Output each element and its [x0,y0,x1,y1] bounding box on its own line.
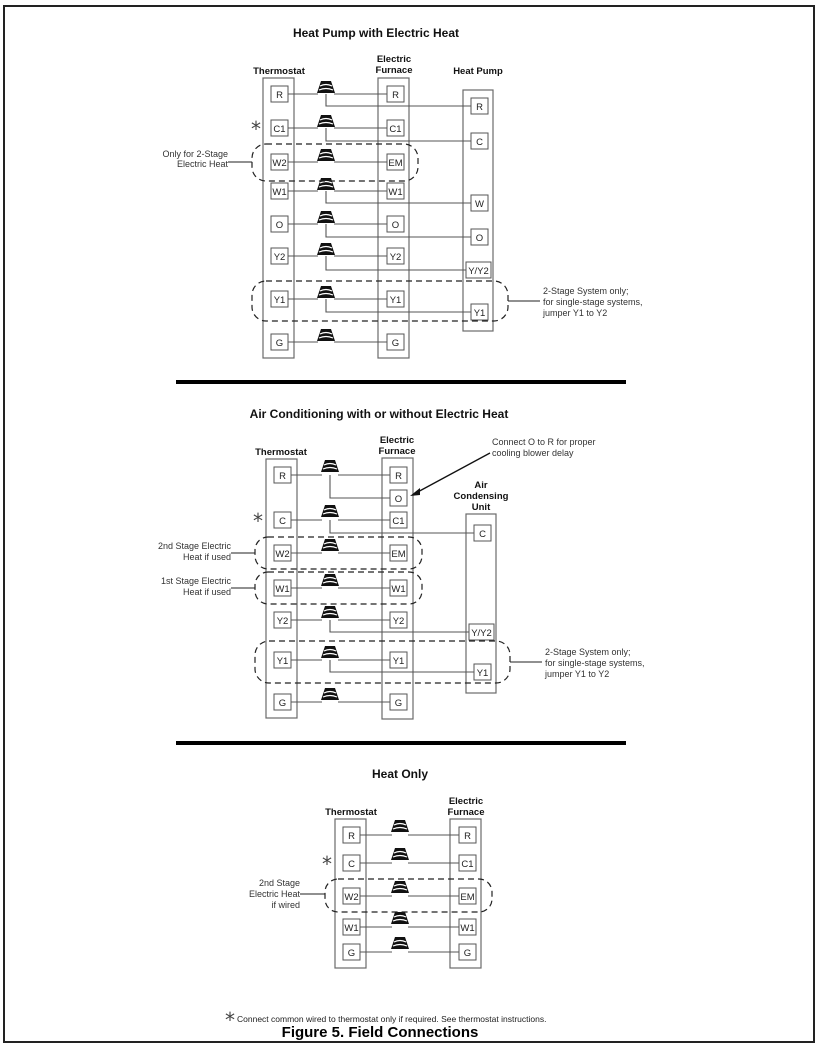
terminal-label: G [463,948,472,959]
column-header-furnace-line1: Electric [379,435,415,446]
column-header-thermostat: Thermostat [253,66,305,77]
wire-nut-icon [321,460,339,472]
note-w2-line2: Heat if used [182,552,231,562]
column-header-furnace-line1: Electric [448,796,484,807]
note-y1-line1: 2-Stage System only; [543,286,629,296]
terminal-label: EM [391,549,406,560]
wire-nut-icon [391,912,409,924]
note-y1-line2: for single-stage systems, [543,297,643,307]
note-w2-line1: 2nd Stage Electric [157,541,231,551]
column-header-thermostat: Thermostat [325,807,377,818]
terminal-label: G [275,338,284,349]
note-w2-line1: 2nd Stage [258,878,300,888]
terminal-label: C1 [273,124,286,135]
asterisk-icon: * [322,852,332,876]
column-header-furnace-line2: Furnace [375,65,413,76]
terminal-label: W1 [344,923,359,934]
terminal-label: Y1 [276,656,289,667]
wire-nut-icon [317,81,335,93]
footnote-text: Connect common wired to thermostat only if required. See thermostat instructions. [237,1014,547,1024]
wire-nut-icon [321,646,339,658]
terminal-label: W1 [275,584,290,595]
terminal-label: Y2 [273,252,286,263]
terminal-label: R [392,90,399,101]
terminal-label: W1 [391,584,406,595]
wire-nut-icon [321,539,339,551]
wire-nut-icon [317,329,335,341]
terminal-label: Y1 [389,295,402,306]
terminal-label: Y/Y2 [471,628,492,639]
terminal-label: Y1 [476,668,489,679]
terminal-label: W [475,199,484,210]
note-o-line1: Connect O to R for proper [492,437,596,447]
wire-nut-icon [321,505,339,517]
terminal-label: G [278,698,287,709]
column-header-unit-line2: Condensing [453,491,509,502]
wire-nut-icon [321,688,339,700]
terminal-label: O [391,220,400,231]
note-y1-line3: jumper Y1 to Y2 [545,669,610,679]
terminal-label: W1 [460,923,475,934]
column-header-furnace-line2: Furnace [447,807,485,818]
wire-nut-icon [317,211,335,223]
section-heat-pump [162,26,642,358]
terminal-label: C1 [461,859,474,870]
wire-nut-icon [391,820,409,832]
note-o-line2: cooling blower delay [492,448,574,458]
terminal-label: R [476,102,483,113]
terminal-label: C [279,516,286,527]
column-header-furnace-line1: Electric [376,54,412,65]
section-heat-only [249,767,492,968]
terminal-label: Y1 [273,295,286,306]
note-y1-line1: 2-Stage System only; [545,647,631,657]
note-w1-line2: Heat if used [182,587,231,597]
asterisk-icon: * [253,509,263,533]
terminal-label: Y2 [389,252,402,263]
terminal-label: R [464,831,471,842]
terminal-label: R [348,831,355,842]
terminal-label: O [275,220,284,231]
wire-nut-icon [391,848,409,860]
terminal-label: W2 [272,158,287,169]
terminal-label: C1 [389,124,402,135]
terminal-label: Y/Y2 [468,266,489,277]
terminal-label: R [279,471,286,482]
terminal-label: C [476,137,483,148]
column-header-heat-pump: Heat Pump [453,66,503,77]
terminal-label: R [395,471,402,482]
terminal-label: Y2 [276,616,289,627]
terminal-label: G [394,698,403,709]
note-w2-line2: Electric Heat [248,889,300,899]
wire-nut-icon [317,243,335,255]
note-w2-line1: Only for 2-Stage [162,149,228,159]
note-y1-line3: jumper Y1 to Y2 [543,308,608,318]
terminal-label: C [348,859,355,870]
terminal-label: W2 [344,892,359,903]
terminal-label: Y1 [473,308,486,319]
terminal-label: G [391,338,400,349]
note-w2-line2: Electric Heat [176,159,228,169]
note-y1-line2: for single-stage systems, [545,658,645,668]
wire-nut-icon [391,881,409,893]
terminal-label: G [347,948,356,959]
terminal-label: EM [388,158,403,169]
column-header-thermostat: Thermostat [255,447,307,458]
wire-nut-icon [321,606,339,618]
column-header-furnace-line2: Furnace [378,446,416,457]
terminal-label: Y2 [392,616,405,627]
terminal-label: W1 [272,187,287,198]
terminal-label: C [479,529,486,540]
terminal-label: EM [460,892,475,903]
column-header-unit-line1: Air [474,480,488,491]
wire-nut-icon [317,115,335,127]
wire-nut-icon [391,937,409,949]
note-w1-line1: 1st Stage Electric [160,576,231,586]
terminal-label: O [475,233,484,244]
column-header-unit-line3: Unit [471,502,491,513]
terminal-label: R [276,90,283,101]
section-title: Air Conditioning with or without Electric Heat [249,407,509,421]
wire-nut-icon [317,286,335,298]
terminal-label: W1 [388,187,403,198]
figure-caption: Figure 5. Field Connections [281,1024,479,1041]
terminal-label: W2 [275,549,290,560]
wire-nut-icon [321,574,339,586]
section-title: Heat Pump with Electric Heat [292,26,460,40]
wire-nut-icon [317,178,335,190]
terminal-label: C1 [392,516,405,527]
asterisk-icon: * [225,1008,235,1032]
asterisk-icon: * [251,117,261,141]
wire-nut-icon [317,149,335,161]
terminal-label: O [394,494,403,505]
section-air-conditioning [158,407,645,719]
note-w2-line3: if wired [271,900,300,910]
section-title: Heat Only [371,767,429,781]
terminal-label: Y1 [392,656,405,667]
